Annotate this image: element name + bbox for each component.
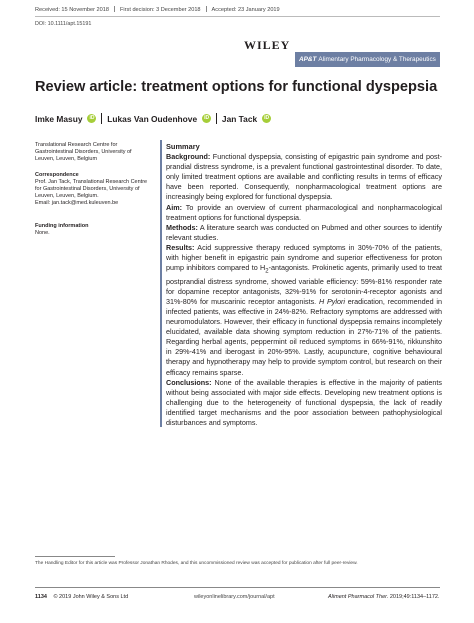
header-rule xyxy=(35,16,440,17)
methods-label: Methods: xyxy=(166,222,198,232)
correspondence-heading: Correspondence xyxy=(35,172,79,178)
article-dates xyxy=(35,6,280,13)
footnote-rule xyxy=(35,556,115,557)
methods-text: A literature search was conducted on Pubmed and other sources to identify relevant studies. xyxy=(166,222,442,242)
citation-journal: Aliment Pharmacol Ther. xyxy=(328,594,389,600)
orcid-icon[interactable]: iD xyxy=(89,115,95,121)
aim-paragraph xyxy=(166,203,442,223)
results-text: Acid suppressive therapy reduced symptoms in 30%-70% of the patients, with higher benefit in epigastric pain syndrome and superior effectiveness for proton pump inhibitors compared to H xyxy=(166,242,442,273)
divider xyxy=(114,6,115,12)
summary-section xyxy=(166,140,442,428)
correspondence-block xyxy=(35,172,150,207)
summary-heading: Summary xyxy=(166,142,200,151)
copyright: © 2019 John Wiley & Sons Ltd xyxy=(53,594,129,600)
author-separator xyxy=(101,113,102,124)
aim-label: Aim: xyxy=(166,202,182,212)
handling-editor-note: The Handling Editor for this article was Professor Jonathan Rhodes, and this uncommissioned review was accepted for publication after full peer-review. xyxy=(35,561,358,566)
affiliation: Translational Research Centre for Gastrointestinal Disorders, University of Leuven, Leuven, Belgium xyxy=(35,142,132,162)
author-name[interactable]: Jan Tack xyxy=(221,113,258,124)
received-date: Received: 15 November 2018 xyxy=(35,7,110,13)
journal-abbrev: AP&T xyxy=(299,56,317,63)
doi-link[interactable]: DOI: 10.1111/apt.15191 xyxy=(35,21,92,27)
citation-volume: 2019;49:1134–1172. xyxy=(388,594,440,600)
orcid-icon[interactable]: iD xyxy=(264,115,270,121)
page-number: 1134 xyxy=(35,594,47,600)
funding-heading: Funding information xyxy=(35,223,89,229)
results-label: Results: xyxy=(166,242,195,252)
results-subscript: 2 xyxy=(265,268,269,275)
journal-url[interactable]: wileyonlinelibrary.com/journal/apt xyxy=(194,594,275,600)
conclusions-label: Conclusions: xyxy=(166,377,212,387)
results-italic: H Pylori xyxy=(318,296,345,306)
citation xyxy=(328,594,440,600)
results-text: -antagonists. Prokinetic agents, primarily used to treat postprandial distress syndrome, showed variable efficiency: 59%-81% responder rate for dopamine receptor antagonists, 32%-91% for serotonin-4-receptor agonists and 31%-80% for muscarinic receptor antagonists. xyxy=(166,263,442,306)
background-text: Functional dyspepsia, consisting of epigastric pain syndrome and post-prandial distress syndrome, is a prevalent functional gastrointestinal disorder. To date, only limited treatment options are available and conflicting results in terms of efficacy have been reported. Consequently, nonpharmacological treatment options are increasingly being explored for functional dyspepsia. xyxy=(166,152,442,202)
divider xyxy=(206,6,207,12)
results-text: eradication, recommended in infected patients, was effective in 24%-82%. Refractory symptoms are addressed with neuromodulators. However, their efficacy in functional dyspepsia remains incompletely elucidated, available data showing symptom reduction in 27%-71% of the patients. Regarding herbal agents, peppermint oil reduced symptoms in 66%-91%, rikkunshito in 29%-41% and iberogast in 20%-95%. Lastly, acupuncture, cognitive behavioural therapy and hypnotherapy may help to provide symptom control, but research on their efficacy remains sparse. xyxy=(166,296,442,377)
funding-block xyxy=(35,223,150,237)
conclusions-text: None of the available therapies is effective in the majority of patients without being associated with major side effects. Developing new treatment options is challenging due to the heterogeneity of functional dyspepsia, the lack of readily identified target mechanisms and the poor association between pathophysiological disturbances and symptoms. xyxy=(166,377,442,427)
journal-banner xyxy=(295,52,440,67)
author-separator xyxy=(216,113,217,124)
author-name[interactable]: Lukas Van Oudenhove xyxy=(107,113,198,124)
author-list xyxy=(35,113,275,124)
results-paragraph xyxy=(166,243,442,378)
journal-name: Alimentary Pharmacology & Therapeutics xyxy=(318,56,436,63)
article-title: Review article: treatment options for functional dyspepsia xyxy=(35,79,438,95)
first-decision-date: First decision: 3 December 2018 xyxy=(120,7,201,13)
aim-text: To provide an overview of current pharmacological and nonpharmacological treatment options for functional dyspepsia. xyxy=(166,202,442,222)
page-footer-left xyxy=(35,594,128,600)
footer-rule xyxy=(35,587,440,588)
conclusions-paragraph xyxy=(166,378,442,428)
background-paragraph xyxy=(166,152,442,202)
orcid-icon[interactable]: iD xyxy=(204,115,210,121)
accepted-date: Accepted: 23 January 2019 xyxy=(211,7,280,13)
wiley-logo: WILEY xyxy=(244,38,291,52)
author-name[interactable]: Imke Masuy xyxy=(35,113,83,124)
correspondence-text: Prof. Jan Tack, Translational Research Centre for Gastrointestinal Disorders, University of Leuven, Leuven, Belgium. xyxy=(35,179,148,199)
funding-text: None. xyxy=(35,230,50,236)
summary-accent-bar xyxy=(160,140,162,427)
methods-paragraph xyxy=(166,223,442,243)
correspondence-email[interactable]: Email: jan.tack@med.kuleuven.be xyxy=(35,200,119,206)
background-label: Background: xyxy=(166,152,211,162)
